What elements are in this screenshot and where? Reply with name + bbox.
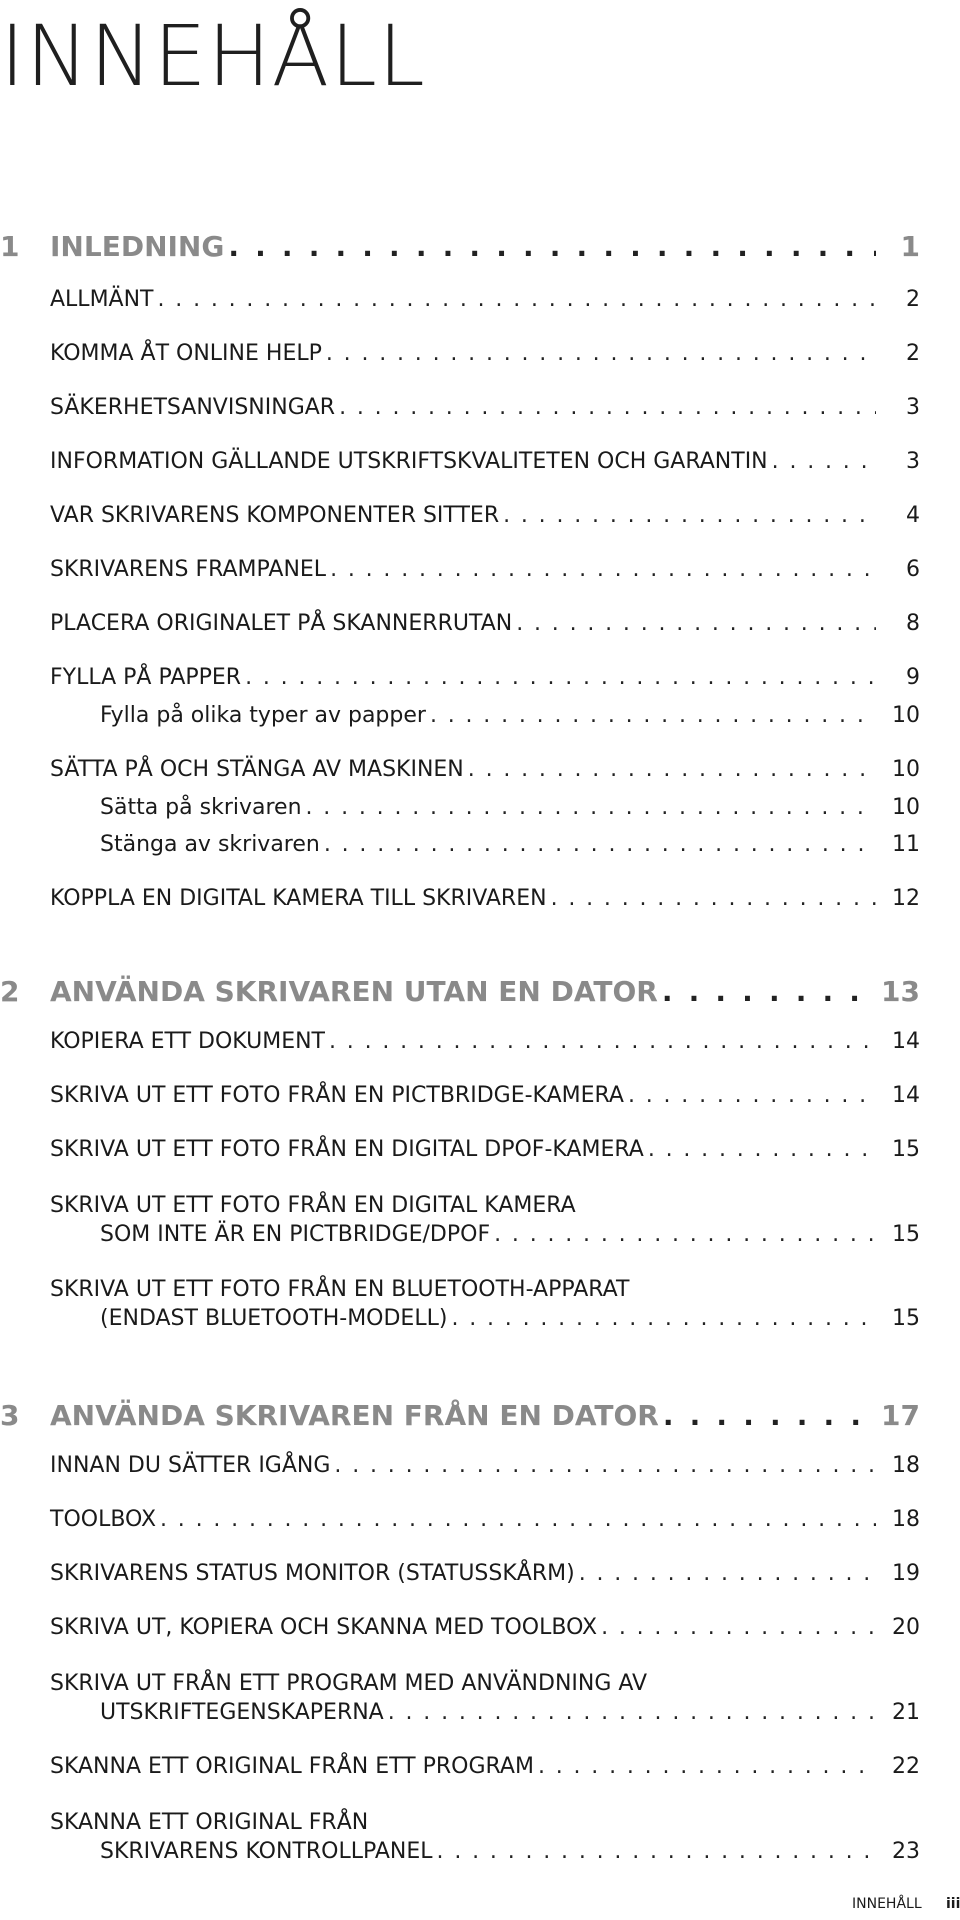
entry-page: 10	[892, 757, 920, 782]
toc-entry[interactable]	[50, 1615, 920, 1651]
dot-leader	[579, 1561, 876, 1586]
toc-entry[interactable]	[50, 1029, 920, 1065]
chapter-page: 1	[900, 230, 920, 263]
chapter-number: 2	[0, 975, 20, 1008]
entry-title: VAR SKRIVARENS KOMPONENTER SITTER	[50, 503, 500, 528]
toc-subentry[interactable]	[100, 795, 920, 831]
entry-page: 19	[892, 1561, 920, 1586]
chapter-title: INLEDNING	[50, 230, 225, 263]
entry-page: 2	[906, 341, 920, 366]
dot-leader	[160, 1507, 876, 1532]
entry-page: 10	[892, 795, 920, 820]
toc-entry[interactable]	[50, 1754, 920, 1790]
entry-page: 3	[906, 395, 920, 420]
toc-entry[interactable]	[50, 287, 920, 323]
dot-leader	[662, 975, 876, 1008]
entry-page: 8	[906, 611, 920, 636]
entry-title: (ENDAST BLUETOOTH-MODELL)	[100, 1306, 448, 1331]
entry-title: TOOLBOX	[50, 1507, 157, 1532]
entry-title: UTSKRIFTEGENSKAPERNA	[100, 1700, 384, 1725]
toc-subentry[interactable]	[100, 832, 920, 868]
entry-page: 23	[892, 1839, 920, 1864]
dot-leader	[326, 341, 876, 366]
dot-leader	[503, 503, 876, 528]
toc-entry[interactable]	[50, 665, 920, 701]
entry-title: SÄKERHETSANVISNINGAR	[50, 395, 336, 420]
dot-leader	[334, 1453, 876, 1478]
dot-leader	[330, 557, 876, 582]
chapter-title: ANVÄNDA SKRIVAREN FRÅN EN DATOR	[50, 1399, 659, 1432]
entry-title-line1: SKRIVA UT ETT FOTO FRÅN EN BLUETOOTH-APPARAT	[50, 1277, 630, 1302]
footer-section-label: INNEHÅLL	[852, 1896, 922, 1912]
entry-title: SKRIVARENS FRAMPANEL	[50, 557, 327, 582]
entry-title: SÄTTA PÅ OCH STÄNGA AV MASKINEN	[50, 757, 464, 782]
entry-title: SKRIVARENS STATUS MONITOR (STATUSSKÅRM)	[50, 1561, 575, 1586]
subentry-title: Sätta på skrivaren	[100, 795, 302, 820]
entry-title: INNAN DU SÄTTER IGÅNG	[50, 1453, 331, 1478]
entry-title: SKRIVARENS KONTROLLPANEL	[100, 1839, 433, 1864]
dot-leader	[324, 832, 876, 857]
entry-title: INFORMATION GÄLLANDE UTSKRIFTSKVALITETEN OCH GARANTIN	[50, 449, 768, 474]
toc-entry[interactable]	[50, 757, 920, 793]
entry-title: KOMMA ÅT ONLINE HELP	[50, 341, 322, 366]
toc-entry[interactable]	[50, 886, 920, 922]
chapter-title: ANVÄNDA SKRIVAREN UTAN EN DATOR	[50, 975, 658, 1008]
dot-leader	[306, 795, 876, 820]
entry-page: 11	[892, 832, 920, 857]
subentry-title: Fylla på olika typer av papper	[100, 703, 426, 728]
toc-entry[interactable]	[50, 1507, 920, 1543]
chapter-page: 13	[881, 975, 920, 1008]
entry-page: 21	[892, 1700, 920, 1725]
dot-leader	[388, 1700, 876, 1725]
toc-entry[interactable]	[50, 449, 920, 485]
entry-page: 12	[892, 886, 920, 911]
dot-leader	[451, 1306, 876, 1331]
entry-title-line1: SKRIVA UT FRÅN ETT PROGRAM MED ANVÄNDNING AV	[50, 1671, 648, 1696]
dot-leader	[468, 757, 876, 782]
toc-chapter-1[interactable]	[0, 230, 920, 266]
entry-title: KOPIERA ETT DOKUMENT	[50, 1029, 325, 1054]
entry-title: SKRIVA UT ETT FOTO FRÅN EN PICTBRIDGE-KAMERA	[50, 1083, 624, 1108]
page-title: INNEHÅLL	[0, 7, 426, 105]
footer-page-number: iii	[946, 1896, 960, 1912]
entry-page: 14	[892, 1029, 920, 1054]
entry-title: PLACERA ORIGINALET PÅ SKANNERRUTAN	[50, 611, 513, 636]
toc-entry[interactable]	[100, 1222, 920, 1258]
toc-entry[interactable]	[50, 1453, 920, 1489]
entry-page: 15	[892, 1306, 920, 1331]
dot-leader	[663, 1399, 876, 1432]
toc-chapter-3[interactable]	[0, 1399, 920, 1435]
dot-leader	[516, 611, 876, 636]
entry-page: 9	[906, 665, 920, 690]
entry-title: SKRIVA UT ETT FOTO FRÅN EN DIGITAL DPOF-KAMERA	[50, 1137, 644, 1162]
entry-page: 2	[906, 287, 920, 312]
entry-page: 4	[906, 503, 920, 528]
dot-leader	[772, 449, 876, 474]
dot-leader	[158, 287, 877, 312]
chapter-page: 17	[881, 1399, 920, 1432]
entry-page: 3	[906, 449, 920, 474]
chapter-number: 3	[0, 1399, 20, 1432]
toc-entry[interactable]	[50, 1137, 920, 1173]
entry-page: 10	[892, 703, 920, 728]
entry-title-line1: SKRIVA UT ETT FOTO FRÅN EN DIGITAL KAMERA	[50, 1193, 576, 1218]
toc-entry[interactable]	[50, 1083, 920, 1119]
entry-page: 15	[892, 1137, 920, 1162]
toc-entry[interactable]	[100, 1306, 920, 1342]
entry-title-line1: SKANNA ETT ORIGINAL FRÅN	[50, 1810, 369, 1835]
entry-page: 15	[892, 1222, 920, 1247]
entry-page: 18	[892, 1507, 920, 1532]
entry-page: 14	[892, 1083, 920, 1108]
dot-leader	[245, 665, 876, 690]
dot-leader	[494, 1222, 876, 1247]
dot-leader	[339, 395, 876, 420]
toc-entry[interactable]	[50, 611, 920, 647]
dot-leader	[628, 1083, 876, 1108]
dot-leader	[329, 1029, 876, 1054]
dot-leader	[648, 1137, 876, 1162]
dot-leader	[551, 886, 876, 911]
entry-title: SKRIVA UT, KOPIERA OCH SKANNA MED TOOLBOX	[50, 1615, 598, 1640]
toc-entry[interactable]	[100, 1839, 920, 1875]
toc-entry[interactable]	[100, 1700, 920, 1736]
entry-title: SOM INTE ÄR EN PICTBRIDGE/DPOF	[100, 1222, 491, 1247]
dot-leader	[228, 230, 876, 263]
toc-chapter-2[interactable]	[0, 975, 920, 1011]
entry-page: 22	[892, 1754, 920, 1779]
entry-title: KOPPLA EN DIGITAL KAMERA TILL SKRIVAREN	[50, 886, 547, 911]
toc-subentry[interactable]	[100, 703, 920, 739]
entry-title: ALLMÄNT	[50, 287, 154, 312]
entry-page: 18	[892, 1453, 920, 1478]
toc-entry[interactable]	[50, 1561, 920, 1597]
dot-leader	[601, 1615, 876, 1640]
entry-title: SKANNA ETT ORIGINAL FRÅN ETT PROGRAM	[50, 1754, 534, 1779]
dot-leader	[437, 1839, 876, 1864]
entry-page: 20	[892, 1615, 920, 1640]
toc-entry[interactable]	[50, 341, 920, 377]
dot-leader	[430, 703, 876, 728]
toc-entry[interactable]	[50, 395, 920, 431]
toc-entry[interactable]	[50, 503, 920, 539]
subentry-title: Stänga av skrivaren	[100, 832, 320, 857]
toc-entry[interactable]	[50, 557, 920, 593]
entry-title: FYLLA PÅ PAPPER	[50, 665, 242, 690]
chapter-number: 1	[0, 230, 20, 263]
dot-leader	[538, 1754, 876, 1779]
entry-page: 6	[906, 557, 920, 582]
